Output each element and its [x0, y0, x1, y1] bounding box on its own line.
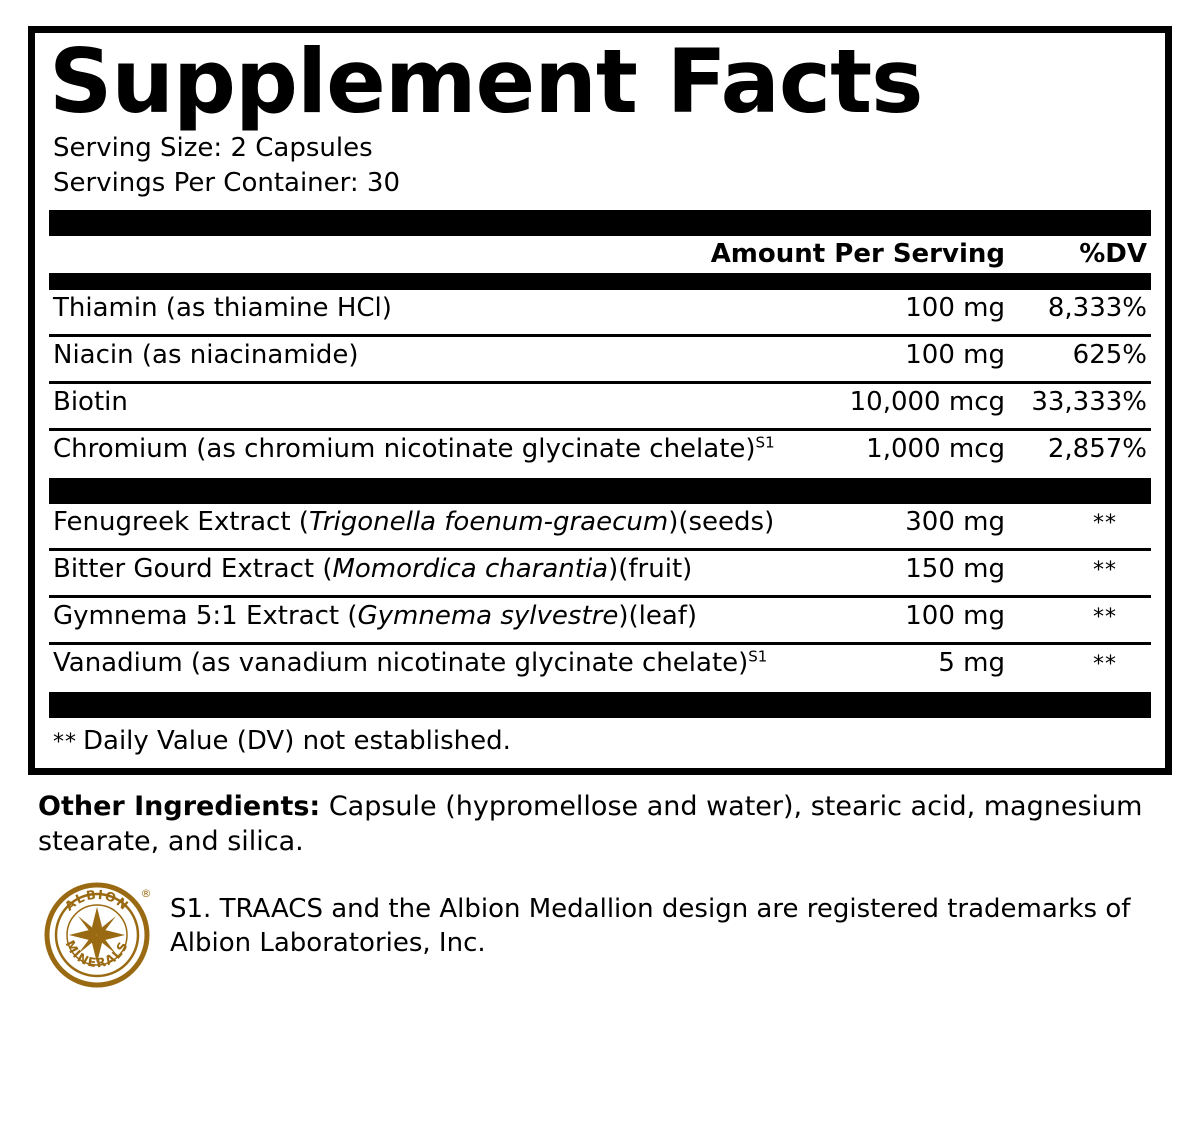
svg-text:MINERALS: MINERALS	[62, 937, 132, 971]
nutrient-amount: 10,000 mcg	[849, 386, 1005, 417]
dv-stars: **	[1093, 651, 1117, 677]
row-divider	[49, 374, 1151, 383]
nutrient-table-botanicals	[49, 504, 1151, 682]
nutrient-name-pre: Fenugreek Extract (	[53, 506, 309, 537]
header-amount-per-serving: Amount Per Serving	[710, 238, 1005, 269]
nutrient-name-post: )(leaf)	[618, 600, 698, 631]
nutrient-dv: 33,333%	[1031, 386, 1147, 417]
other-ingredients-label: Other Ingredients:	[38, 790, 321, 822]
facts-header-table	[49, 236, 1151, 273]
svg-text:ALBION: ALBION	[61, 886, 133, 914]
table-row	[49, 382, 1151, 421]
header-percent-dv: %DV	[1079, 238, 1147, 269]
nutrient-name: Thiamin (as thiamine HCl)	[53, 292, 392, 323]
nutrient-name	[49, 596, 888, 635]
facts-header-row	[49, 236, 1151, 273]
albion-trademark-note: S1. TRAACS and the Albion Medallion design are registered trademarks of Albion Laboratories, Inc.	[170, 894, 1131, 958]
divider-thick-middle	[49, 478, 1151, 504]
svg-text:A: A	[88, 923, 106, 950]
nutrient-name-pre: Vanadium (as vanadium nicotinate glycinate chelate)	[53, 647, 749, 678]
table-row	[49, 643, 1151, 682]
divider-thick-bottom	[49, 692, 1151, 718]
nutrient-amount: 100 mg	[905, 292, 1005, 323]
nutrient-amount: 150 mg	[905, 553, 1005, 584]
nutrient-amount: 1,000 mcg	[866, 433, 1005, 464]
nutrient-amount: 100 mg	[905, 600, 1005, 631]
header-spacer	[49, 236, 62, 273]
row-divider	[49, 588, 1151, 597]
nutrient-name-latin: Trigonella foenum-graecum	[308, 506, 669, 537]
albion-medallion-icon	[38, 881, 156, 989]
divider-thick-top	[49, 210, 1151, 236]
dv-stars: **	[1093, 604, 1117, 630]
other-ingredients	[38, 789, 1172, 859]
table-row	[49, 290, 1151, 327]
table-row	[49, 335, 1151, 374]
nutrient-dv: 8,333%	[1047, 292, 1147, 323]
nutrient-name-latin: Gymnema sylvestre	[357, 600, 619, 631]
table-row	[49, 504, 1151, 541]
nutrient-name	[49, 643, 888, 682]
nutrient-name: Biotin	[53, 386, 128, 417]
albion-trademark-row	[38, 881, 1172, 989]
nutrient-name	[49, 504, 888, 541]
nutrient-amount: 5 mg	[938, 647, 1005, 678]
row-divider	[49, 421, 1151, 430]
divider-under-header	[49, 273, 1151, 290]
daily-value-note	[49, 718, 1151, 758]
nutrient-name-pre: Bitter Gourd Extract (	[53, 553, 333, 584]
servings-per-container: Servings Per Container: 30	[53, 167, 401, 198]
table-row	[49, 596, 1151, 635]
nutrient-name: Niacin (as niacinamide)	[53, 339, 359, 370]
nutrient-dv	[1015, 549, 1151, 588]
page-title: Supplement Facts	[49, 30, 923, 133]
nutrient-name-post: )(fruit)	[608, 553, 693, 584]
trademark-superscript: S1	[748, 647, 768, 666]
dv-stars: **	[1093, 510, 1117, 536]
nutrient-name-latin: Momordica charantia	[332, 553, 609, 584]
nutrient-table-vitamins	[49, 290, 1151, 468]
nutrient-amount: 100 mg	[905, 339, 1005, 370]
nutrient-name	[49, 549, 888, 588]
dv-note-text: Daily Value (DV) not established.	[83, 725, 511, 756]
trademark-superscript: S1	[755, 433, 775, 452]
nutrient-dv	[1015, 596, 1151, 635]
nutrient-dv	[1015, 504, 1151, 541]
supplement-facts-panel	[28, 26, 1172, 775]
nutrient-name-post: )(seeds)	[668, 506, 775, 537]
table-row	[49, 429, 1151, 468]
nutrient-name-pre: Gymnema 5:1 Extract (	[53, 600, 358, 631]
nutrient-dv	[1015, 643, 1151, 682]
table-row	[49, 549, 1151, 588]
row-divider	[49, 541, 1151, 550]
nutrient-dv: 2,857%	[1047, 433, 1147, 464]
nutrient-name	[49, 429, 836, 468]
svg-text:®: ®	[140, 887, 152, 901]
serving-size: Serving Size: 2 Capsules	[53, 133, 373, 164]
row-divider	[49, 635, 1151, 644]
dv-note-mark: **	[53, 729, 77, 755]
nutrient-dv: 625%	[1072, 339, 1147, 370]
other-ingredients-text: Capsule (hypromellose and water), stearic acid, magnesium stearate, and silica.	[38, 790, 1143, 857]
nutrient-name-text: Chromium (as chromium nicotinate glycinate chelate)	[53, 433, 756, 464]
nutrient-amount: 300 mg	[905, 506, 1005, 537]
row-divider	[49, 327, 1151, 336]
dv-stars: **	[1093, 557, 1117, 583]
